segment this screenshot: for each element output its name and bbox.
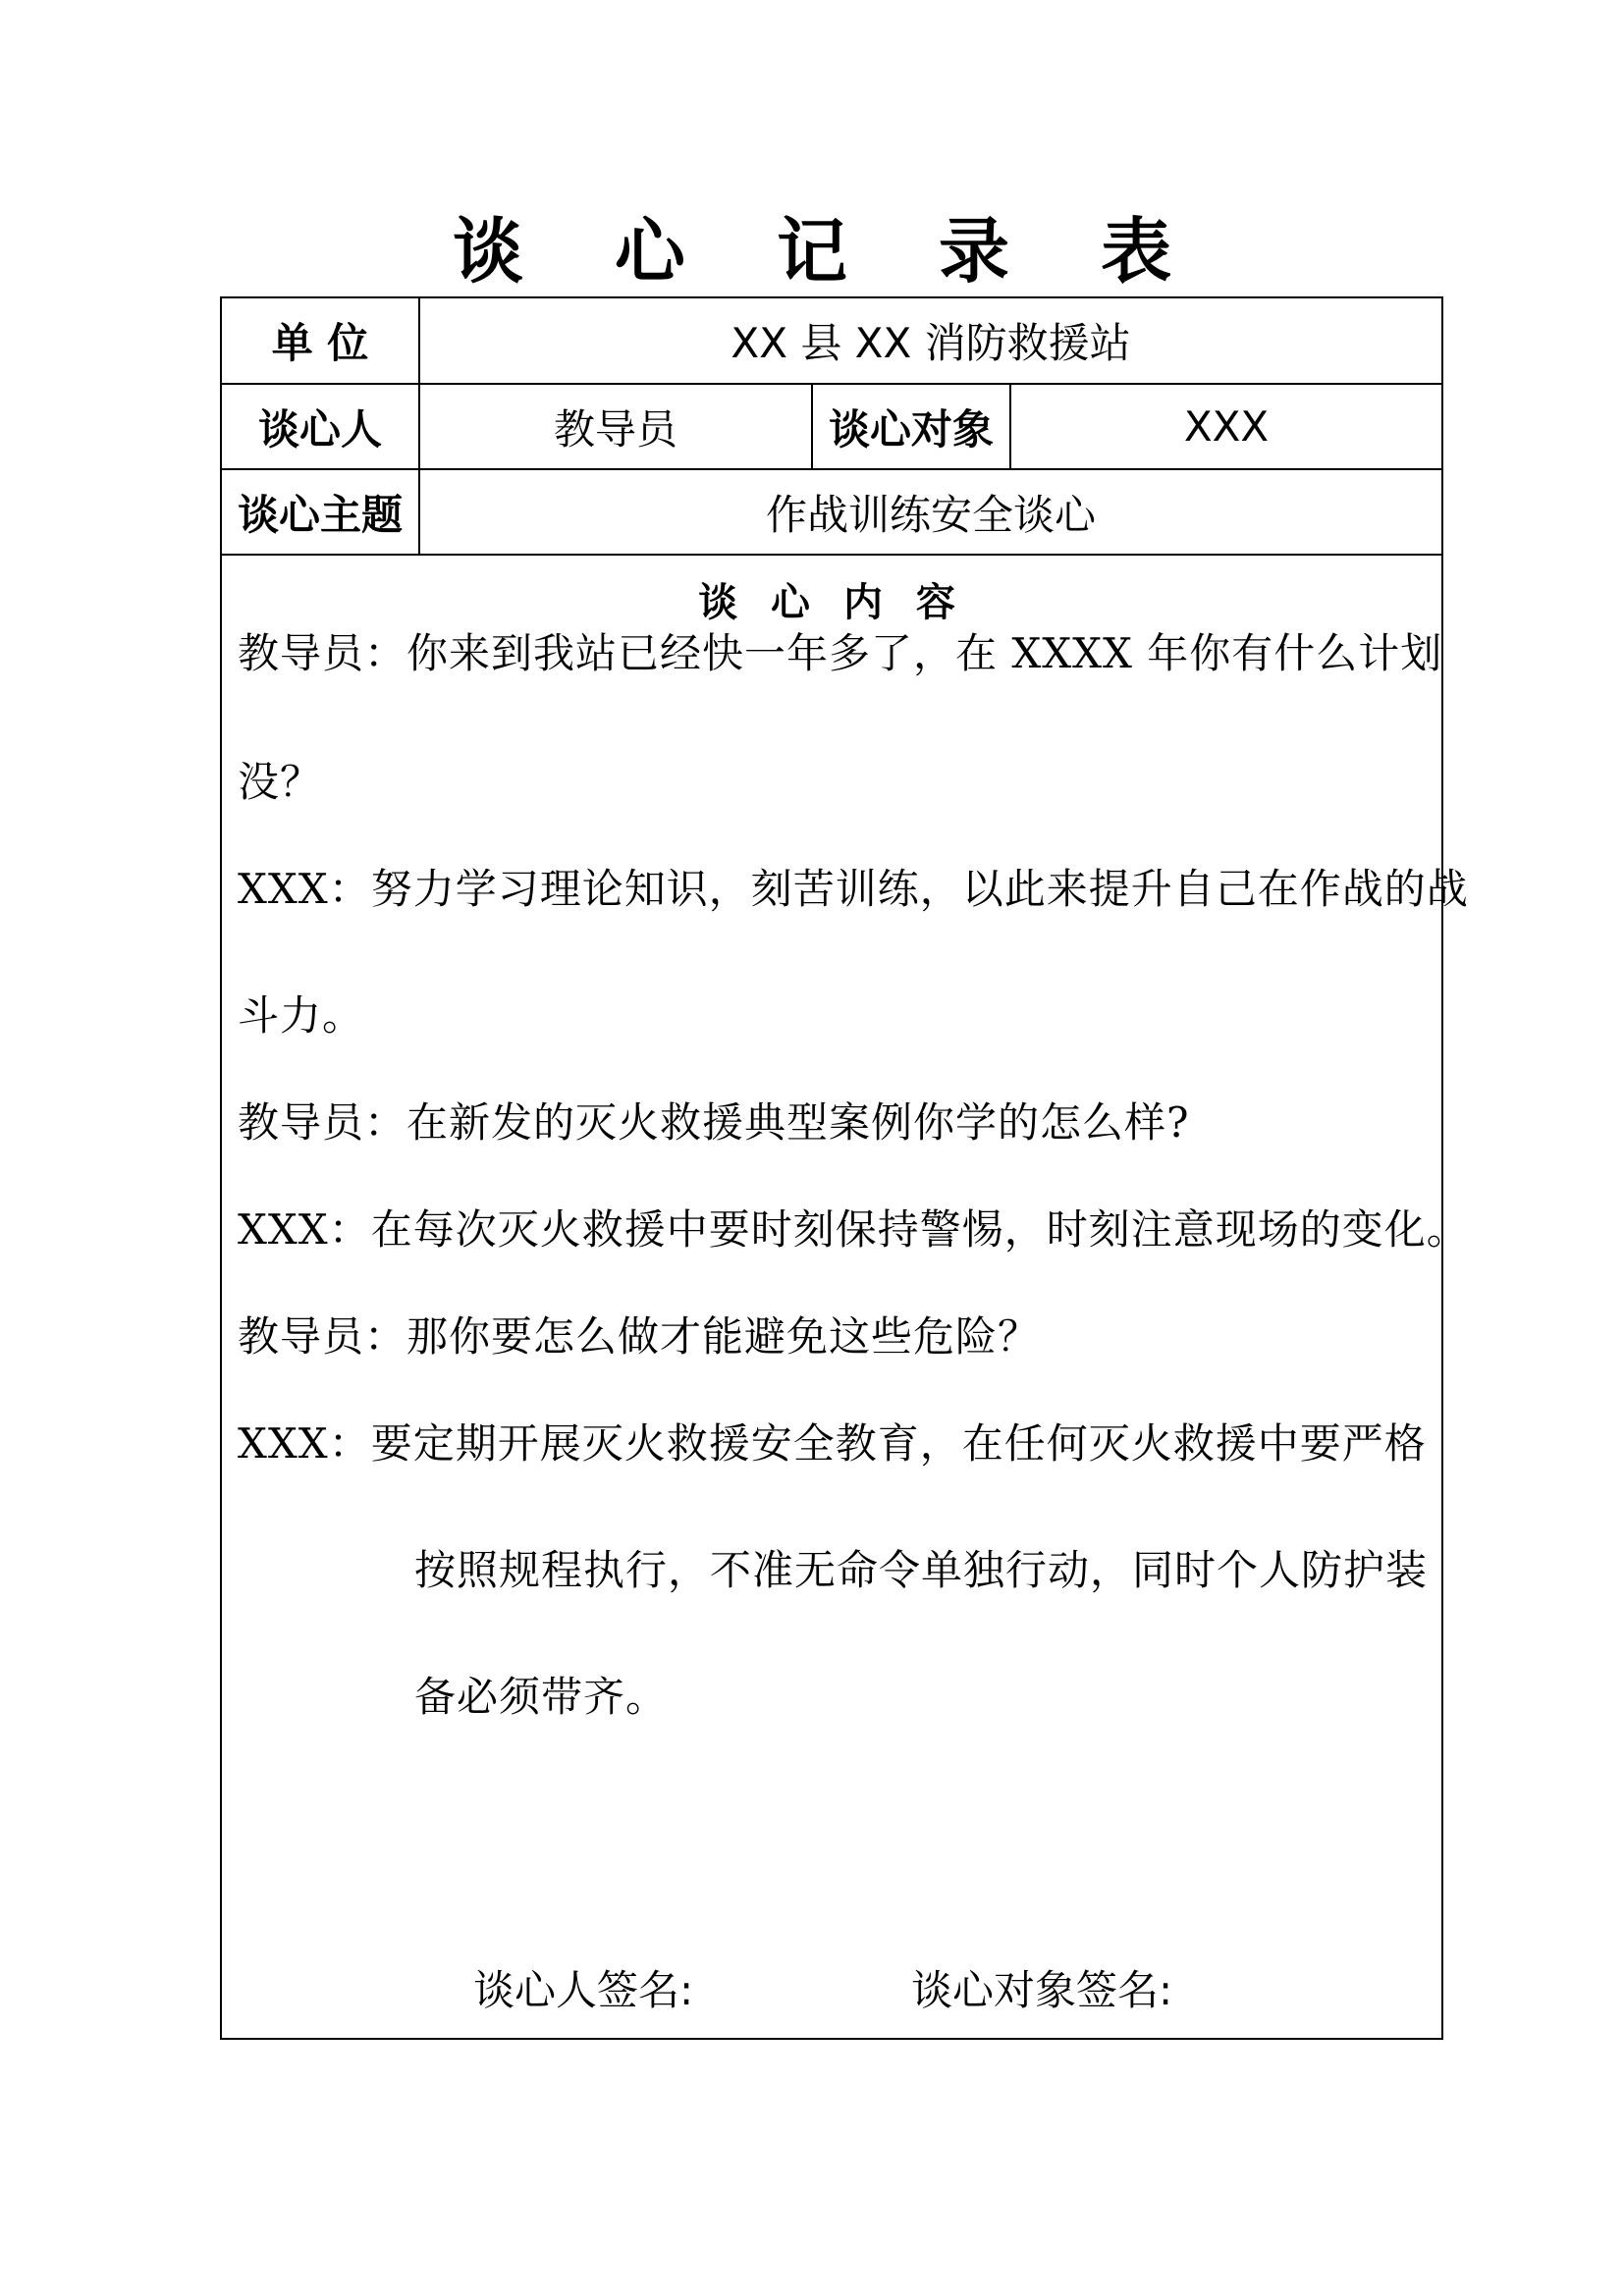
talk-record-form [220, 296, 1469, 2040]
talker-signature-label: 谈心人签名: [473, 1966, 694, 2014]
content-line: XXX：要定期开展灭火救援安全教育，在任何灭火救援中要严格 [238, 1419, 1427, 1468]
content-line: XXX：在每次灭火救援中要时刻保持警惕，时刻注意现场的变化。 [238, 1205, 1469, 1254]
unit-label: 单 位 [222, 298, 420, 383]
content-line: XXX：努力学习理论知识，刻苦训练，以此来提升自己在作战的战 [238, 865, 1469, 913]
target-value: XXX [1183, 402, 1270, 451]
unit-value: XX 县 XX 消防救援站 [731, 319, 1131, 367]
talker-value: 教导员 [420, 385, 813, 468]
content-line: 备必须带齐。 [414, 1673, 669, 1721]
document-title: 谈 心 记 录 表 [452, 210, 1206, 293]
participants-row [222, 385, 1441, 470]
topic-value: 作战训练安全谈心 [765, 490, 1096, 539]
topic-label: 谈心主题 [222, 470, 420, 554]
target-label: 谈心对象 [813, 385, 1011, 468]
topic-row [222, 470, 1441, 556]
content-line: 教导员：在新发的灭火救援典型案例你学的怎么样? [238, 1098, 1190, 1147]
content-line: 斗力。 [238, 991, 365, 1040]
unit-row [222, 298, 1441, 385]
content-line: 没？ [238, 758, 323, 806]
content-line: 教导员：你来到我站已经快一年多了，在 XXXX 年你有什么计划 [238, 629, 1443, 677]
content-line: 教导员：那你要怎么做才能避免这些危险？ [238, 1312, 1041, 1361]
content-heading: 谈 心 内 容 [698, 580, 965, 625]
talker-label: 谈心人 [222, 385, 420, 468]
content-area [222, 556, 1469, 2038]
content-line: 按照规程执行，不准无命令单独行动，同时个人防护装 [414, 1546, 1429, 1594]
target-signature-label: 谈心对象签名: [911, 1966, 1173, 2014]
